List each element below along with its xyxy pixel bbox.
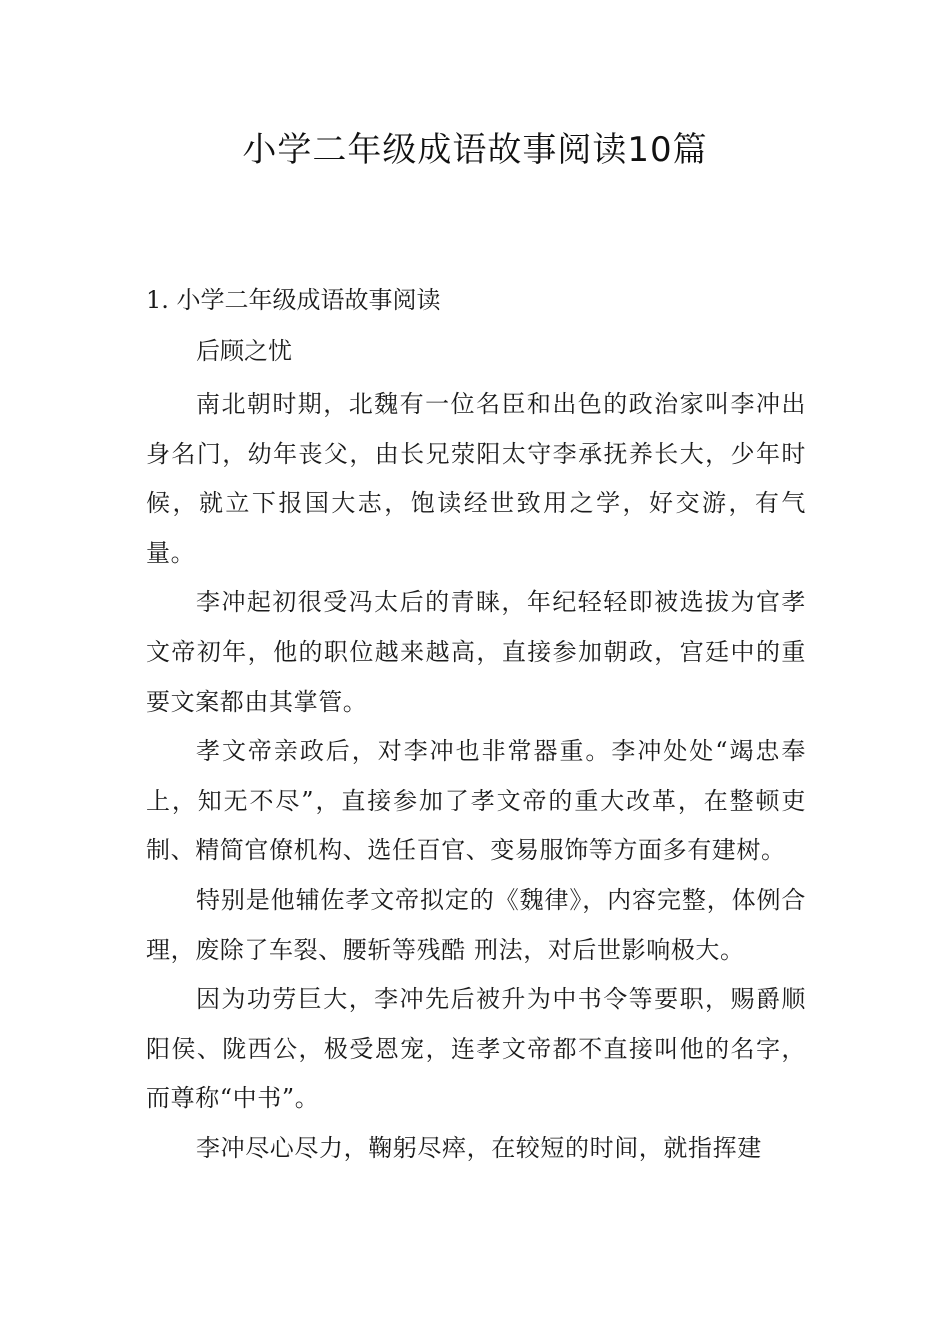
section-heading: 1. 小学二年级成语故事阅读 [146, 286, 441, 314]
paragraph: 李冲起初很受冯太后的青睐，年纪轻轻即被选拔为官孝文帝初年，他的职位越来越高，直接参加朝政，宫廷中的重要文案都由其掌管。 [146, 588, 806, 716]
story-body [146, 380, 806, 1174]
paragraph: 孝文帝亲政后，对李冲也非常器重。李冲处处“竭忠奉上，知无不尽”，直接参加了孝文帝的重大改革，在整顿吏制、精简官僚机构、选任百官、变易服饰等方面多有建树。 [146, 737, 806, 865]
story-title: 后顾之忧 [196, 337, 292, 365]
paragraph: 南北朝时期，北魏有一位名臣和出色的政治家叫李冲出身名门，幼年丧父，由长兄荥阳太守李承抚养长大，少年时候，就立下报国大志，饱读经世致用之学，好交游，有气量。 [146, 390, 806, 567]
document-title: 小学二年级成语故事阅读10篇 [242, 130, 708, 170]
paragraph: 李冲尽心尽力，鞠躬尽瘁，在较短的时间，就指挥建 [196, 1133, 762, 1162]
paragraph: 因为功劳巨大，李冲先后被升为中书令等要职，赐爵顺阳侯、陇西公，极受恩宠，连孝文帝都不直接叫他的名字，而尊称“中书”。 [146, 985, 806, 1113]
paragraph: 特别是他辅佐孝文帝拟定的《魏律》，内容完整，体例合理，废除了车裂、腰斩等残酷 刑法，对后世影响极大。 [146, 885, 806, 964]
